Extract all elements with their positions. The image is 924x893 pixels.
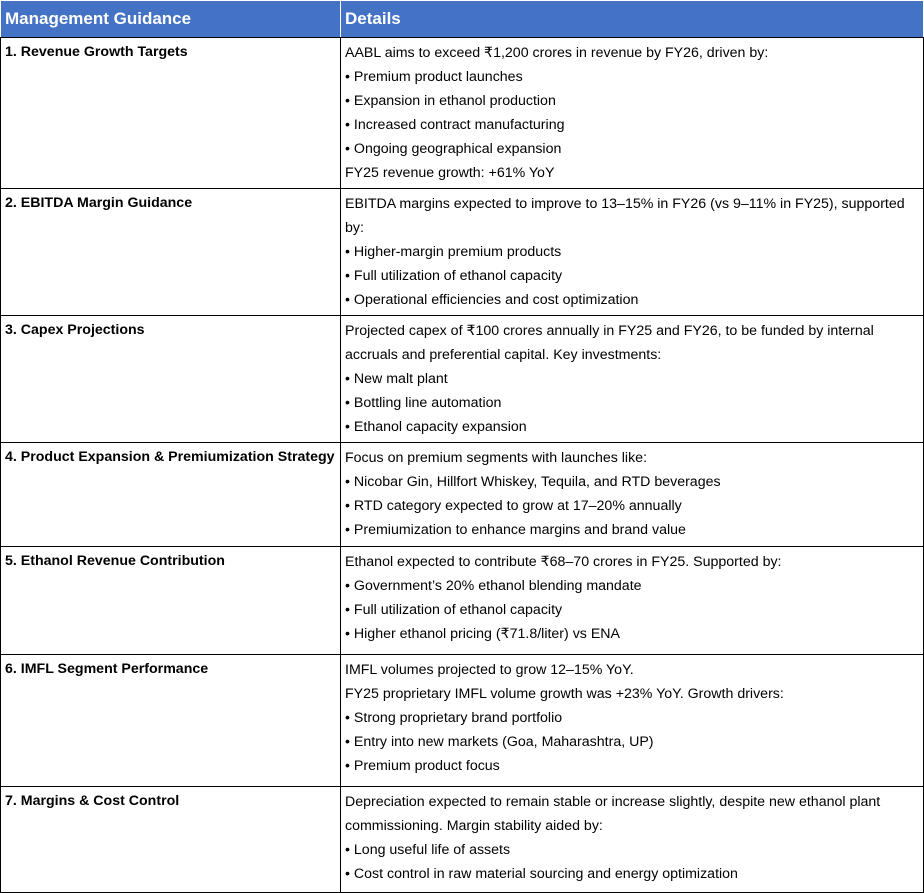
header-details: Details xyxy=(341,1,924,38)
bullet-item: • Higher ethanol pricing (₹71.8/liter) vs ENA xyxy=(345,626,621,642)
bullet-item: • Ethanol capacity expansion xyxy=(345,419,527,435)
bullet-item: • RTD category expected to grow at 17–20% annually xyxy=(345,498,682,514)
bullet-item: • Ongoing geographical expansion xyxy=(345,141,562,157)
bullet-item: • Full utilization of ethanol capacity xyxy=(345,602,563,618)
bullet-item: • Government’s 20% ethanol blending mandate xyxy=(345,578,642,594)
table-row xyxy=(1,38,924,189)
table-row xyxy=(1,547,924,655)
bullet-item: • Long useful life of assets xyxy=(345,842,511,858)
detail-intro: Depreciation expected to remain stable or increase slightly, despite new ethanol plant commissioning. Margin stability aided by: xyxy=(345,794,881,834)
table-row xyxy=(1,316,924,443)
detail-intro: Ethanol expected to contribute ₹68–70 crores in FY25. Supported by: xyxy=(345,554,782,570)
detail-intro-2: FY25 proprietary IMFL volume growth was +23% YoY. Growth drivers: xyxy=(345,686,784,702)
bullet-item: • New malt plant xyxy=(345,371,448,387)
bullet-item: • Entry into new markets (Goa, Maharashtra, UP) xyxy=(345,734,654,750)
header-row xyxy=(1,1,924,38)
row-details xyxy=(341,316,924,443)
detail-intro: EBITDA margins expected to improve to 13–15% in FY26 (vs 9–11% in FY25), supported by: xyxy=(345,196,905,236)
row-details xyxy=(341,443,924,547)
bullet-item: • Strong proprietary brand portfolio xyxy=(345,710,563,726)
table-row xyxy=(1,787,924,893)
bullet-item: • Expansion in ethanol production xyxy=(345,93,556,109)
bullet-item: • Increased contract manufacturing xyxy=(345,117,565,133)
bullet-item: • Nicobar Gin, Hillfort Whiskey, Tequila, and RTD beverages xyxy=(345,474,721,490)
bullet-item: • Premium product launches xyxy=(345,69,523,85)
detail-intro: Focus on premium segments with launches like: xyxy=(345,450,648,466)
row-label: 3. Capex Projections xyxy=(1,316,341,443)
bullet-item: • Premium product focus xyxy=(345,758,500,774)
bullet-item: • Bottling line automation xyxy=(345,395,502,411)
row-label: 1. Revenue Growth Targets xyxy=(1,38,341,189)
row-label: 5. Ethanol Revenue Contribution xyxy=(1,547,341,655)
row-details xyxy=(341,655,924,787)
table-row xyxy=(1,655,924,787)
table-row xyxy=(1,189,924,316)
bullet-item: • Premiumization to enhance margins and brand value xyxy=(345,522,686,538)
row-label: 6. IMFL Segment Performance xyxy=(1,655,341,787)
header-management-guidance: Management Guidance xyxy=(1,1,341,38)
detail-intro: AABL aims to exceed ₹1,200 crores in revenue by FY26, driven by: xyxy=(345,45,769,61)
bullet-item: • Full utilization of ethanol capacity xyxy=(345,268,563,284)
bullet-item: • Cost control in raw material sourcing and energy optimization xyxy=(345,866,738,882)
row-label: 4. Product Expansion & Premiumization Strategy xyxy=(1,443,341,547)
bullet-item: • Higher-margin premium products xyxy=(345,244,562,260)
bullet-item: • Operational efficiencies and cost optimization xyxy=(345,292,639,308)
row-details xyxy=(341,547,924,655)
detail-intro: IMFL volumes projected to grow 12–15% YoY. xyxy=(345,662,634,678)
row-details xyxy=(341,189,924,316)
detail-outro: FY25 revenue growth: +61% YoY xyxy=(345,165,555,181)
row-label: 2. EBITDA Margin Guidance xyxy=(1,189,341,316)
row-details xyxy=(341,38,924,189)
detail-intro: Projected capex of ₹100 crores annually in FY25 and FY26, to be funded by internal accruals and preferential capital. Key investments: xyxy=(345,323,874,363)
row-label: 7. Margins & Cost Control xyxy=(1,787,341,893)
table-row xyxy=(1,443,924,547)
row-details xyxy=(341,787,924,893)
